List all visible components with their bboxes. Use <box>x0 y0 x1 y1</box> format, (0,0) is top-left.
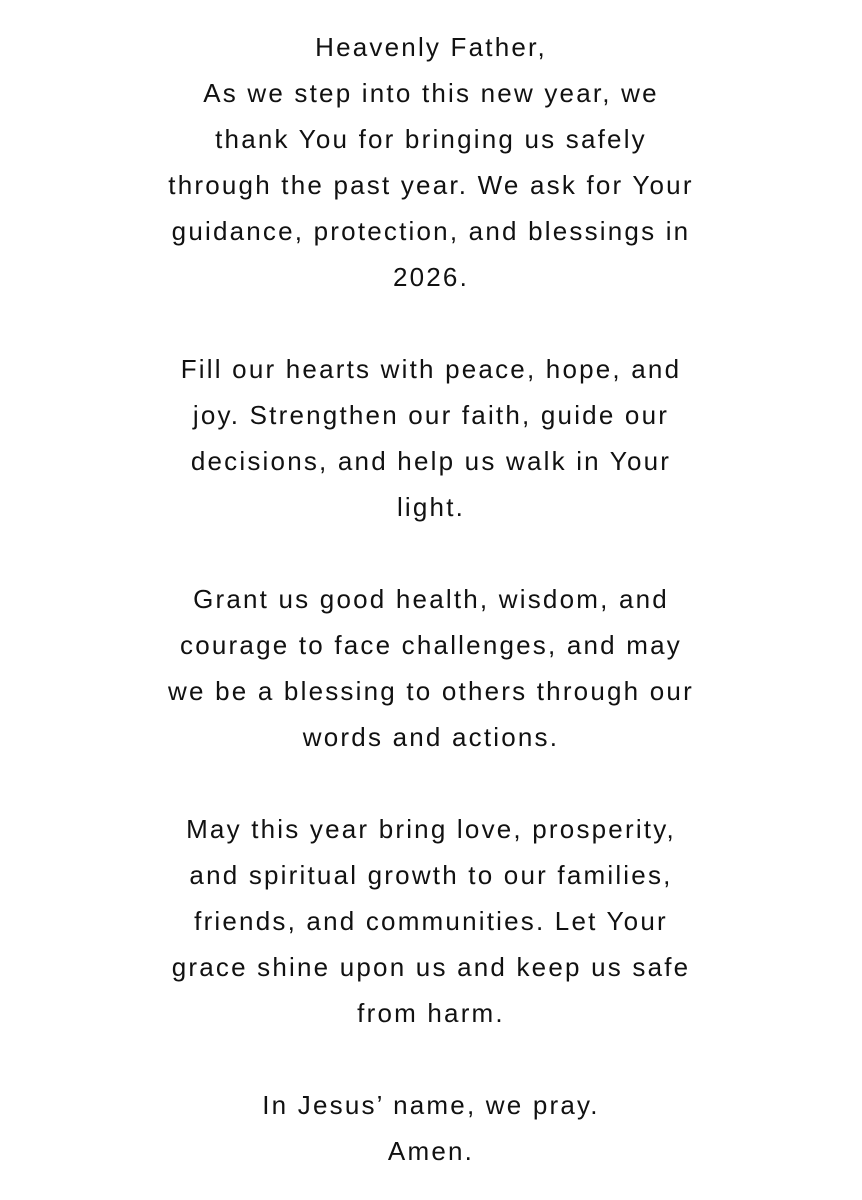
prayer-line: Grant us good health, wisdom, and <box>193 584 669 614</box>
opening-paragraph <box>0 24 862 300</box>
prayer-line: 2026. <box>392 262 470 292</box>
prayer-line: thank You for bringing us safely <box>215 124 647 154</box>
paragraph-peace <box>0 346 862 530</box>
prayer-line: grace shine upon us and keep us safe <box>171 952 691 982</box>
paragraph-health <box>0 576 862 760</box>
paragraph-gap <box>0 760 862 806</box>
prayer-line: we be a blessing to others through our <box>168 676 694 706</box>
prayer-line: through the past year. We ask for Your <box>168 170 694 200</box>
prayer-line: guidance, protection, and blessings in <box>171 216 691 246</box>
paragraph-gap <box>0 1036 862 1082</box>
paragraph-gap <box>0 530 862 576</box>
prayer-line: courage to face challenges, and may <box>180 630 682 660</box>
closing-line: In Jesus’ name, we pray. <box>262 1090 600 1120</box>
amen: Amen. <box>387 1136 475 1166</box>
prayer-line: words and actions. <box>302 722 560 752</box>
salutation: Heavenly Father, <box>315 32 547 62</box>
prayer-line: from harm. <box>357 998 505 1028</box>
prayer-text <box>0 24 862 1174</box>
prayer-line: decisions, and help us walk in Your <box>190 446 672 476</box>
paragraph-gap <box>0 300 862 346</box>
prayer-line: friends, and communities. Let Your <box>194 906 668 936</box>
paragraph-prosperity <box>0 806 862 1036</box>
prayer-line: As we step into this new year, we <box>203 78 659 108</box>
prayer-line: joy. Strengthen our faith, guide our <box>192 400 670 430</box>
prayer-line: May this year bring love, prosperity, <box>186 814 676 844</box>
prayer-line: light. <box>396 492 466 522</box>
prayer-line: and spiritual growth to our families, <box>189 860 673 890</box>
prayer-line: Fill our hearts with peace, hope, and <box>180 354 682 384</box>
closing-paragraph <box>0 1082 862 1174</box>
